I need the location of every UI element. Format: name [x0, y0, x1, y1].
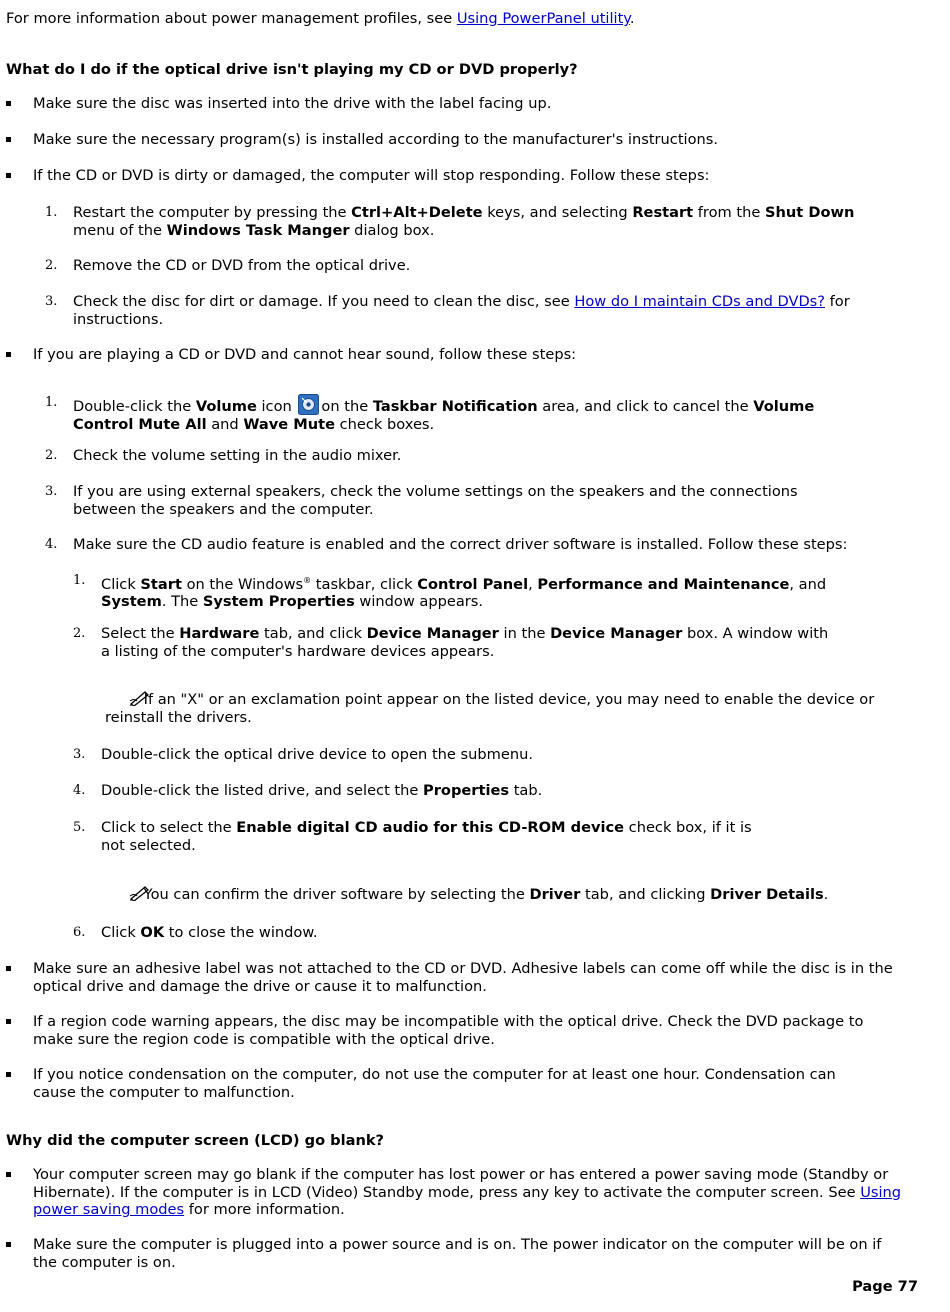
bullet-marker [6, 1172, 11, 1177]
step-number: 3. [73, 747, 86, 762]
bullet-item-condensation: If you notice condensation on the computer, do not use the computer for at least one hour. Condensation can cause the computer to malfunction. [33, 1066, 836, 1101]
substep-click-start: Click Start on the Windows® taskbar, click Control Panel, Performance and Maintenance, and System. The System Properties window appears. [101, 575, 827, 611]
substep-click-ok: Click OK to close the window. [101, 924, 318, 941]
intro-paragraph: For more information about power management profiles, see Using PowerPanel utility. [6, 10, 635, 27]
bullet-item-no-sound: If you are playing a CD or DVD and cannot hear sound, follow these steps: [33, 346, 577, 363]
substep-enable-cd-audio: Click to select the Enable digital CD audio for this CD-ROM device check box, if it is not selected. [101, 819, 752, 854]
note-pencil-icon [117, 690, 139, 706]
link-maintain-cds-dvds[interactable]: How do I maintain CDs and DVDs? [574, 293, 826, 310]
step-external-speakers: If you are using external speakers, check the volume settings on the speakers and the connections between the speakers and the computer. [73, 483, 798, 518]
substep-properties-tab: Double-click the listed drive, and select the Properties tab. [101, 782, 543, 799]
step-cd-audio-feature: Make sure the CD audio feature is enabled and the correct driver software is installed. Follow these steps: [73, 536, 848, 553]
step-number: 5. [73, 820, 86, 835]
substep-double-click-device: Double-click the optical drive device to open the submenu. [101, 746, 533, 763]
bullet-item-adhesive-label: Make sure an adhesive label was not attached to the CD or DVD. Adhesive labels can come off while the disc is in the optical drive and damage the drive or cause it to malfunction. [33, 960, 893, 995]
link-using-power-saving-modes[interactable]: Using power saving modes [33, 1183, 902, 1219]
bullet-item-plugged-in: Make sure the computer is plugged into a power source and is on. The power indicator on the computer will be on if the computer is on. [33, 1236, 882, 1271]
section-heading-optical-drive: What do I do if the optical drive isn't playing my CD or DVD properly? [6, 61, 578, 78]
note-pencil-icon [117, 885, 139, 901]
bullet-item-region-code: If a region code warning appears, the disc may be incompatible with the optical drive. Check the DVD package to make sure the region code is compatible with the optical drive. [33, 1013, 864, 1048]
link-using-powerpanel[interactable]: Using PowerPanel utility [456, 10, 630, 27]
step-remove-disc: Remove the CD or DVD from the optical drive. [73, 257, 411, 274]
step-restart-computer: Restart the computer by pressing the Ctrl+Alt+Delete keys, and selecting Restart from the Shut Down menu of the Windows Task Manger dialog box. [73, 204, 855, 239]
step-number: 4. [73, 783, 86, 798]
bullet-marker [6, 1072, 11, 1077]
step-volume-icon: Double-click the Volume icon on the Taskbar Notification area, and click to cancel the Volume Control Mute All and Wave Mute check boxes. [73, 394, 873, 433]
step-check-volume: Check the volume setting in the audio mixer. [73, 447, 402, 464]
step-number: 4. [45, 537, 58, 552]
bullet-marker [6, 137, 11, 142]
step-number: 2. [45, 258, 58, 273]
step-number: 1. [45, 205, 58, 220]
step-number: 2. [73, 626, 86, 641]
step-number: 3. [45, 484, 58, 499]
step-check-disc: Check the disc for dirt or damage. If you need to clean the disc, see How do I maintain CDs and DVDs? for instructions. [73, 293, 850, 328]
bullet-marker [6, 352, 11, 357]
volume-speaker-icon [298, 394, 319, 415]
bullet-item-label-facing-up: Make sure the disc was inserted into the drive with the label facing up. [33, 95, 552, 112]
bullet-item-power-saving: Your computer screen may go blank if the computer has lost power or has entered a power saving mode (Standby or Hibernate). If the computer is in LCD (Video) Standby mode, press any key to activate the computer screen. See Using power saving modes for more information. [33, 1166, 902, 1219]
step-number: 2. [45, 448, 58, 463]
bullet-item-dirty-disc: If the CD or DVD is dirty or damaged, the computer will stop responding. Follow these steps: [33, 167, 710, 184]
bullet-marker [6, 966, 11, 971]
bullet-item-program-installed: Make sure the necessary program(s) is installed according to the manufacturer's instructions. [33, 131, 719, 148]
step-number: 6. [73, 925, 86, 940]
bullet-marker [6, 1242, 11, 1247]
note-driver-details: You can confirm the driver software by selecting the Driver tab, and clicking Driver Details. [105, 885, 905, 904]
page-number: Page 77 [852, 1278, 918, 1295]
step-number: 3. [45, 294, 58, 309]
step-number: 1. [45, 395, 58, 410]
bullet-marker [6, 101, 11, 106]
step-number: 1. [73, 573, 86, 588]
note-enable-device: If an "X" or an exclamation point appear on the listed device, you may need to enable the device or reinstall the drivers. [105, 691, 875, 726]
bullet-marker [6, 1019, 11, 1024]
bullet-marker [6, 173, 11, 178]
substep-hardware-tab: Select the Hardware tab, and click Device Manager in the Device Manager box. A window with a listing of the computer's hardware devices appears. [101, 625, 829, 660]
section-heading-screen-blank: Why did the computer screen (LCD) go blank? [6, 1132, 385, 1149]
